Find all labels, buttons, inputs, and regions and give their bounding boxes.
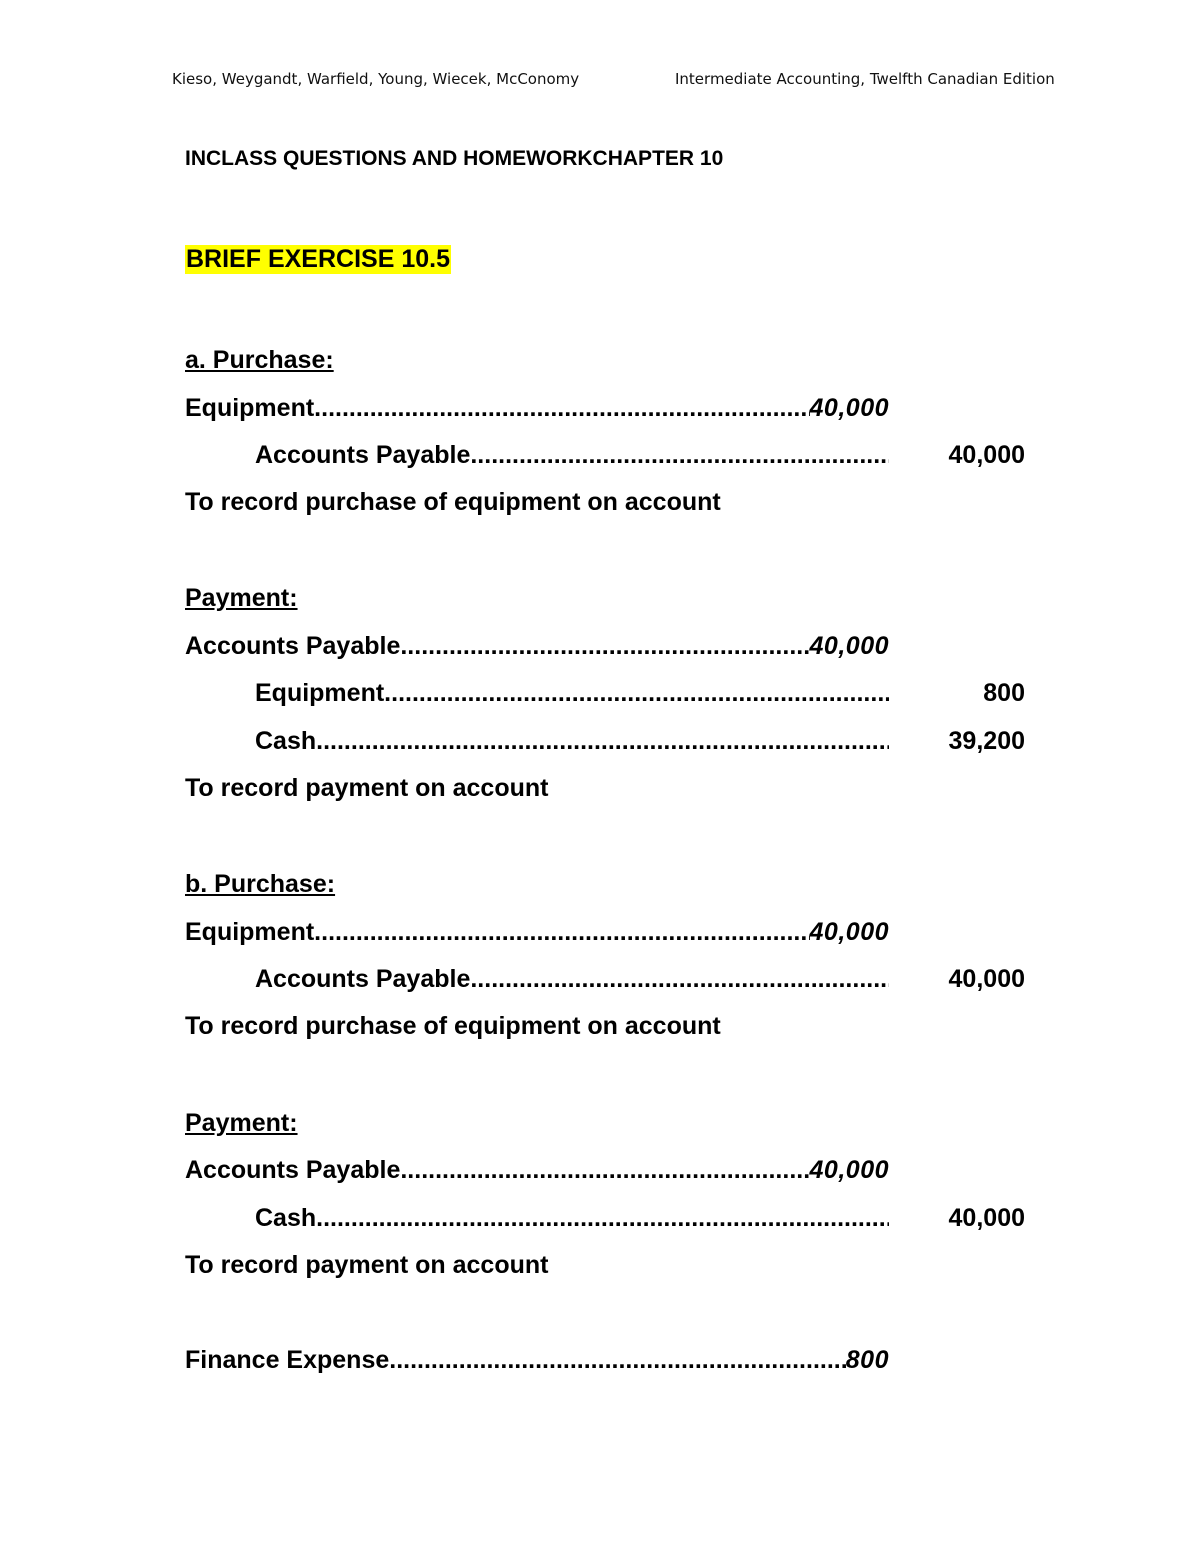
credit-amount: 39,200 <box>948 727 1025 755</box>
journal-memo-row <box>185 1249 1025 1281</box>
credit-amount: 40,000 <box>948 965 1025 993</box>
dot-leader <box>389 1344 846 1376</box>
journal-line <box>185 439 1025 471</box>
document-title: INCLASS QUESTIONS AND HOMEWORKCHAPTER 10 <box>185 147 724 170</box>
journal-line <box>185 1154 1025 1186</box>
dot-leader <box>314 392 809 424</box>
part-b-payment-heading-row <box>185 1107 1025 1139</box>
part-a-purchase-heading: a. Purchase: <box>185 346 334 374</box>
header-book-title: Intermediate Accounting, Twelfth Canadian Edition <box>675 70 1055 88</box>
debit-account: Finance Expense <box>185 1346 390 1374</box>
journal-memo: To record purchase of equipment on account <box>185 1012 721 1040</box>
credit-amount: 40,000 <box>948 1204 1025 1232</box>
debit-account: Accounts Payable <box>185 1156 401 1184</box>
exercise-heading: BRIEF EXERCISE 10.5 <box>186 245 450 273</box>
header-authors: Kieso, Weygandt, Warfield, Young, Wiecek, McConomy <box>172 70 580 88</box>
part-b-purchase-heading-row <box>185 868 1025 900</box>
journal-line <box>185 392 1025 424</box>
journal-line <box>185 916 1025 948</box>
part-a-purchase-heading-row <box>185 344 1025 376</box>
dot-leader <box>470 439 889 471</box>
dot-leader <box>400 1154 809 1186</box>
journal-memo-row <box>185 772 1025 804</box>
journal-memo-row <box>185 1010 1025 1042</box>
journal-line <box>185 677 1025 709</box>
dot-leader <box>316 725 889 757</box>
dot-leader <box>314 916 809 948</box>
debit-amount: 40,000 <box>809 394 889 422</box>
dot-leader <box>400 630 809 662</box>
journal-line <box>185 1202 1025 1234</box>
dot-leader <box>316 1202 889 1234</box>
debit-account: Accounts Payable <box>185 632 401 660</box>
credit-account: Cash <box>255 1204 317 1232</box>
journal-memo: To record payment on account <box>185 1251 549 1279</box>
credit-account: Accounts Payable <box>255 441 471 469</box>
debit-amount: 800 <box>845 1346 889 1374</box>
part-a-payment-heading-row <box>185 582 1025 614</box>
credit-account: Cash <box>255 727 317 755</box>
credit-amount: 800 <box>983 679 1025 707</box>
part-a-payment-heading: Payment: <box>185 584 298 612</box>
dot-leader <box>384 677 889 709</box>
credit-account: Equipment <box>255 679 385 707</box>
journal-memo-row <box>185 486 1025 518</box>
journal-memo: To record purchase of equipment on account <box>185 488 721 516</box>
credit-account: Accounts Payable <box>255 965 471 993</box>
debit-amount: 40,000 <box>809 918 889 946</box>
journal-line <box>185 963 1025 995</box>
part-b-payment-heading: Payment: <box>185 1109 298 1137</box>
journal-line <box>185 630 1025 662</box>
credit-amount: 40,000 <box>948 441 1025 469</box>
debit-amount: 40,000 <box>809 1156 889 1184</box>
part-b-purchase-heading: b. Purchase: <box>185 870 336 898</box>
journal-memo: To record payment on account <box>185 774 549 802</box>
journal-line <box>185 1344 1025 1376</box>
debit-account: Equipment <box>185 394 315 422</box>
debit-account: Equipment <box>185 918 315 946</box>
dot-leader <box>470 963 889 995</box>
journal-line <box>185 725 1025 757</box>
debit-amount: 40,000 <box>809 632 889 660</box>
